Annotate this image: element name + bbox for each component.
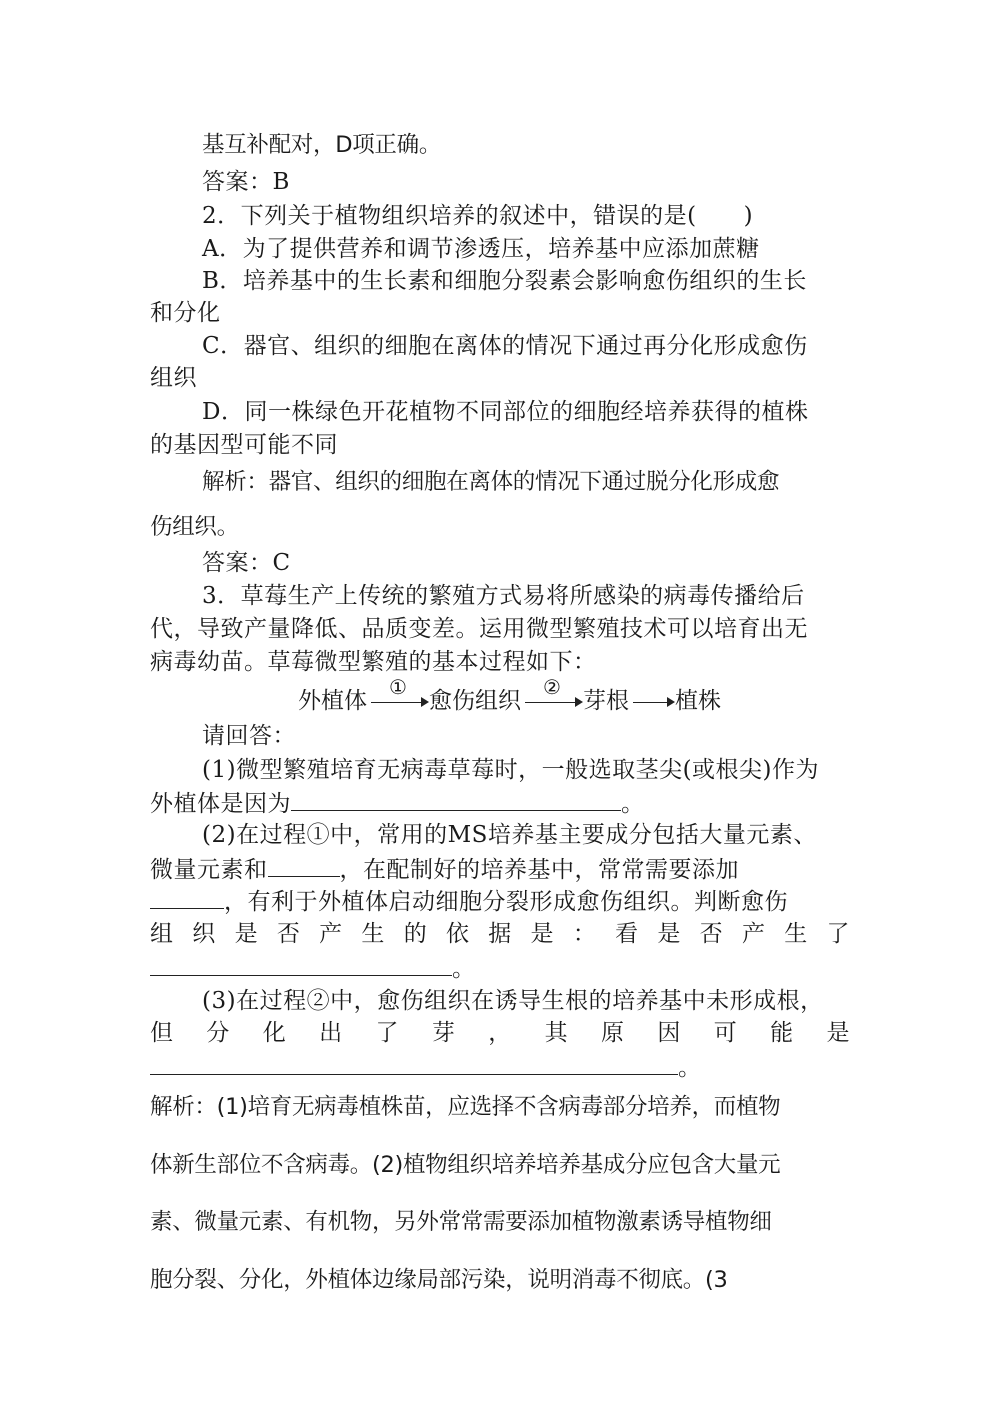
flow-step-explant: 外植体 — [298, 688, 367, 714]
q3-part1-text: 外植体是因为 — [150, 791, 291, 817]
q3-part2-text-a: 微量元素和 — [150, 857, 268, 883]
char: 织 — [192, 921, 216, 947]
char: 出 — [319, 1020, 343, 1046]
q3-part1-line1: (1)微型繁殖培育无病毒草莓时，一般选取茎尖(或根尖)作为 — [202, 757, 820, 783]
char: 原 — [601, 1020, 625, 1046]
answer-blank-3[interactable] — [150, 886, 224, 909]
char: 产 — [741, 921, 766, 947]
q2-analysis-line1: 解析：器官、组织的细胞在离体的情况下通过脱分化形成愈 — [202, 469, 780, 495]
q3-part2-line4 — [150, 919, 850, 949]
q2-analysis-line2: 伤组织。 — [150, 514, 239, 540]
char: 生 — [361, 921, 385, 947]
char: 了 — [826, 921, 850, 947]
arrow-icon — [521, 675, 583, 716]
arrow-label-1: ① — [389, 675, 407, 699]
char: 组 — [150, 921, 174, 947]
q3-analysis-line4: 胞分裂、分化，外植体边缘局部污染，说明消毒不彻底。(3 — [150, 1267, 728, 1293]
flow-step-bud-root: 芽根 — [583, 688, 629, 714]
q3-part3-line2 — [150, 1018, 850, 1048]
char: 了 — [375, 1020, 399, 1046]
flow-step-plant: 植株 — [675, 688, 721, 714]
char: 其 — [544, 1020, 569, 1046]
q3-stem-line3: 病毒幼苗。草莓微型繁殖的基本过程如下： — [150, 649, 597, 675]
q3-prompt: 请回答： — [202, 723, 296, 749]
char: 产 — [319, 921, 343, 947]
q2-option-a: A．为了提供营养和调节渗透压，培养基中应添加蔗糖 — [202, 236, 760, 262]
q2-option-c-line1: C．器官、组织的细胞在离体的情况下通过再分化形成愈伤 — [202, 333, 808, 359]
q3-part2-line2 — [150, 854, 850, 885]
char: 据 — [488, 921, 512, 947]
q2-option-c-line2: 组织 — [150, 365, 197, 391]
answer-blank-1[interactable] — [291, 788, 621, 811]
answer-blank-2[interactable] — [268, 854, 340, 877]
q3-stem-line1: 3．草莓生产上传统的繁殖方式易将所感染的病毒传播给后 — [202, 583, 805, 609]
q3-part1-line2 — [150, 788, 850, 819]
q2-answer: 答案：C — [202, 550, 291, 576]
char: 是 — [234, 921, 259, 947]
q3-part2-line3 — [150, 886, 850, 917]
q3-analysis-line2: 体新生部位不含病毒。(2)植物组织培养培养基成分应包含大量元 — [150, 1152, 781, 1178]
q2-option-b-line2: 和分化 — [150, 300, 221, 326]
q3-stem-line2: 代，导致产量降低、品质变差。运用微型繁殖技术可以培育出无 — [150, 616, 808, 642]
answer-blank-4[interactable] — [150, 953, 452, 976]
char: 化 — [262, 1020, 287, 1046]
q3-analysis-line3: 素、微量元素、有机物，另外常常需要添加植物激素诱导植物细 — [150, 1209, 772, 1235]
char: 是 — [530, 921, 555, 947]
char: 否 — [276, 921, 301, 947]
char: 芽 — [431, 1020, 456, 1046]
arrow-icon — [629, 686, 675, 716]
answer-blank-5[interactable] — [150, 1052, 678, 1075]
q3-part3-line3 — [150, 1052, 850, 1083]
char: 否 — [699, 921, 724, 947]
char: 的 — [403, 921, 428, 947]
q3-part2-text-b: ，在配制好的培养基中，常常需要添加 — [339, 857, 739, 883]
char: 因 — [657, 1020, 681, 1046]
q2-option-d-line2: 的基因型可能不同 — [150, 432, 338, 458]
char: 是 — [657, 921, 681, 947]
q3-part2-text-c: ，有利于外植体启动细胞分裂形成愈伤组织。判断愈伤 — [224, 889, 788, 915]
q2-stem: 2．下列关于植物组织培养的叙述中，错误的是( ) — [202, 203, 754, 229]
q2-option-d-line1: D．同一株绿色开花植物不同部位的细胞经培养获得的植株 — [202, 399, 809, 425]
q3-part2-line1: (2)在过程①中，常用的MS培养基主要成分包括大量元素、 — [202, 822, 817, 848]
q2-option-b-line1: B．培养基中的生长素和细胞分裂素会影响愈伤组织的生长 — [202, 268, 807, 294]
period: 。 — [621, 791, 645, 817]
char: 生 — [784, 921, 808, 947]
char: 但 — [150, 1020, 174, 1046]
arrow-icon — [367, 675, 429, 716]
char: 分 — [206, 1020, 230, 1046]
char: 看 — [615, 921, 639, 947]
char: 可 — [713, 1020, 738, 1046]
char: ： — [572, 921, 597, 947]
char: 依 — [445, 921, 470, 947]
period: 。 — [452, 956, 476, 982]
char: 是 — [826, 1020, 850, 1046]
prev-analysis-tail: 基互补配对，D项正确。 — [202, 132, 442, 158]
arrow-label-2: ② — [543, 675, 561, 699]
q3-part3-line1: (3)在过程②中，愈伤组织在诱导生根的培养基中未形成根， — [202, 988, 824, 1014]
char: 能 — [770, 1020, 794, 1046]
q1-answer: 答案：B — [202, 169, 290, 195]
period: 。 — [678, 1055, 702, 1081]
flow-step-callus: 愈伤组织 — [429, 688, 521, 714]
q3-part2-line5 — [150, 953, 850, 984]
process-flow-diagram — [298, 675, 721, 716]
q3-analysis-line1: 解析：(1)培育无病毒植株苗，应选择不含病毒部分培养，而植物 — [150, 1094, 781, 1120]
char: ， — [488, 1020, 512, 1046]
